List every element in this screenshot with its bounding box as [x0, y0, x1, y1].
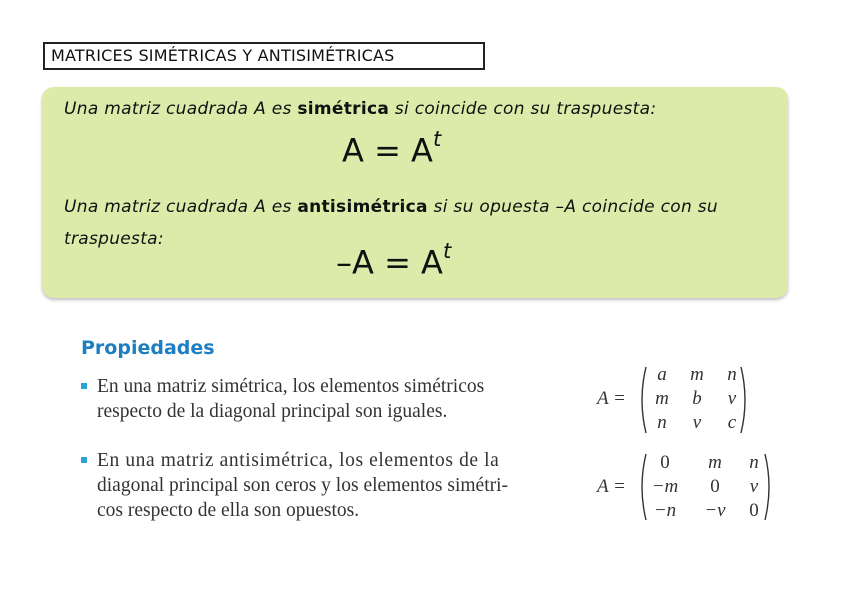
matrix-cell: a — [657, 364, 667, 385]
matrix-cell: v — [749, 476, 759, 497]
definition-text: Una matriz cuadrada A es — [64, 197, 298, 217]
formula-superscript: t — [432, 127, 442, 151]
matrix-cell: −v — [704, 500, 726, 521]
matrix-cell: n — [749, 452, 759, 473]
matrix-cell: m — [708, 452, 722, 473]
matrix-label: A = — [597, 476, 626, 497]
property-text: cos respecto de ella son opuestos. — [97, 500, 360, 521]
bullet-icon — [81, 457, 87, 463]
matrix-cell: −m — [651, 476, 679, 497]
matrix-cell: 0 — [710, 476, 720, 497]
property-text: En una matriz simétrica, los elementos simétricos — [97, 376, 485, 397]
keyword-antisymmetric: antisimétrica — [297, 197, 428, 217]
keyword-symmetric: simétrica — [297, 99, 390, 119]
matrix-cell: 0 — [749, 500, 759, 521]
definition-text: Una matriz cuadrada A es — [64, 99, 298, 119]
antisymmetric-definition — [64, 197, 718, 217]
matrix-cell: n — [727, 364, 737, 385]
properties-heading: Propiedades — [81, 337, 215, 359]
matrix-cell: 0 — [660, 452, 670, 473]
property-text: respecto de la diagonal principal son iguales. — [97, 401, 448, 422]
antisymmetric-definition-line2: traspuesta: — [64, 229, 164, 249]
property-text: diagonal principal son ceros y los elementos simétri- — [97, 475, 509, 496]
formula-main: A = A — [342, 131, 433, 170]
formula-main: –A = A — [336, 243, 443, 282]
matrix-cell: m — [655, 388, 669, 409]
property-text: En una matriz antisimétrica, los elementos de la — [97, 450, 500, 471]
matrix-cell: v — [727, 388, 737, 409]
matrix-cell: c — [727, 412, 737, 433]
symmetric-formula — [342, 127, 442, 170]
matrix-label: A = — [597, 388, 626, 409]
definition-box — [42, 87, 788, 298]
symmetric-definition — [64, 99, 656, 119]
antisymmetric-formula — [336, 239, 452, 282]
bullet-icon — [81, 383, 87, 389]
matrix-cell: n — [657, 412, 667, 433]
definition-text: si su opuesta –A coincide con su — [427, 197, 718, 217]
matrix-cell: m — [690, 364, 704, 385]
matrix-cell: b — [692, 388, 702, 409]
matrix-cell: v — [692, 412, 702, 433]
matrix-cell: −n — [653, 500, 677, 521]
symmetric-matrix — [597, 364, 757, 436]
definition-text: si coincide con su traspuesta: — [389, 99, 657, 119]
formula-superscript: t — [442, 239, 452, 263]
antisymmetric-matrix — [597, 450, 787, 522]
page-title: MATRICES SIMÉTRICAS Y ANTISIMÉTRICAS — [43, 42, 485, 70]
